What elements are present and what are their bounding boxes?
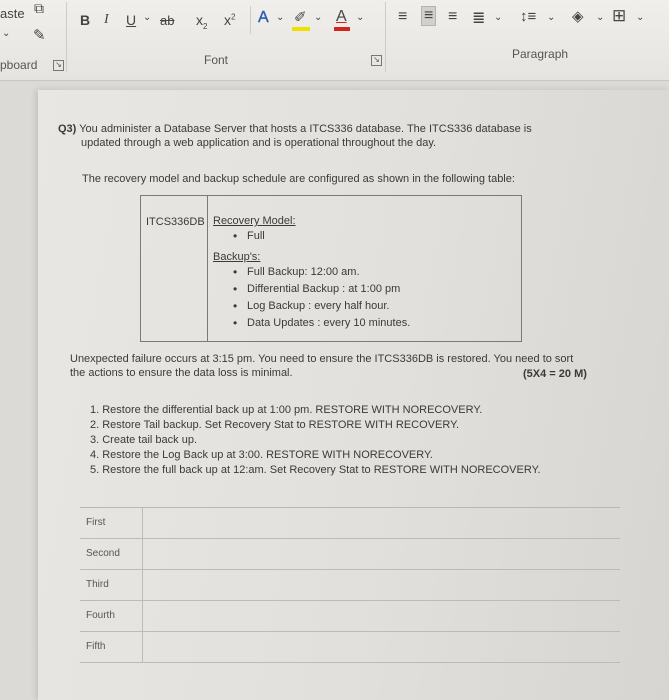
- underline-dropdown-icon[interactable]: ⌄: [143, 12, 152, 23]
- list-item: • Differential Backup : at 1:00 pm: [233, 282, 410, 299]
- paste-dropdown-icon[interactable]: ⌄: [2, 28, 11, 39]
- question-paragraph: [58, 122, 648, 150]
- highlight-color-bar: [292, 27, 310, 31]
- backups-heading: Backup's:: [213, 251, 261, 263]
- subscript-mark: 2: [203, 21, 208, 31]
- failure-line1: Unexpected failure occurs at 3:15 pm. You need to ensure the ITCS336DB is restored. You need to sort: [70, 353, 574, 365]
- clipboard-group-label: pboard: [0, 58, 38, 72]
- ribbon: [0, 0, 669, 81]
- superscript-glyph: x: [224, 12, 231, 28]
- paste-label[interactable]: aste: [0, 6, 25, 21]
- question-text-line1: You administer a Database Server that hosts a ITCS336 database. The ITCS336 database is: [79, 123, 532, 135]
- backup-list: [233, 265, 410, 333]
- justify-icon[interactable]: ≣: [472, 10, 486, 27]
- line-spacing-icon[interactable]: ↕≡: [520, 8, 537, 25]
- borders-dropdown-icon[interactable]: ⌄: [636, 12, 645, 23]
- list-item: 2. Restore Tail backup. Set Recovery Stat to RESTORE WITH RECOVERY.: [90, 419, 460, 431]
- superscript-mark: 2: [231, 12, 236, 22]
- list-item: 1. Restore the differential back up at 1:00 pm. RESTORE WITH NORECOVERY.: [90, 404, 483, 416]
- answer-row-fifth: [80, 632, 620, 663]
- format-painter-icon[interactable]: ✎: [33, 27, 46, 44]
- line-spacing-dropdown-icon[interactable]: ⌄: [547, 12, 556, 23]
- list-item: 4. Restore the Log Back up at 3:00. RESTORE WITH NORECOVERY.: [90, 449, 433, 461]
- answer-cell[interactable]: [142, 601, 621, 631]
- highlight-pen-icon[interactable]: ✐: [294, 9, 307, 26]
- font-color-dropdown-icon[interactable]: ⌄: [356, 12, 365, 23]
- italic-button[interactable]: I: [104, 12, 109, 27]
- ribbon-separator: [385, 2, 386, 72]
- superscript-button[interactable]: [224, 12, 235, 28]
- answer-cell[interactable]: [142, 508, 621, 538]
- font-color-bar: [334, 27, 350, 31]
- bold-button[interactable]: B: [80, 12, 91, 28]
- shading-icon[interactable]: ◈: [572, 8, 584, 25]
- answer-cell[interactable]: [142, 539, 621, 569]
- recovery-table: [140, 195, 522, 342]
- intro-line: The recovery model and backup schedule are configured as shown in the following table:: [82, 173, 515, 185]
- document-page[interactable]: [38, 90, 669, 700]
- list-item: 5. Restore the full back up at 12:am. Set Recovery Stat to RESTORE WITH NORECOVERY.: [90, 464, 541, 476]
- list-item: • Full Backup: 12:00 am.: [233, 265, 410, 282]
- clipboard-launcher-icon[interactable]: ↘: [53, 60, 64, 71]
- answer-table: [80, 507, 620, 663]
- align-left-icon[interactable]: ≡: [398, 8, 408, 25]
- shading-dropdown-icon[interactable]: ⌄: [596, 12, 605, 23]
- answer-label: Third: [86, 579, 109, 590]
- list-item: 3. Create tail back up.: [90, 434, 198, 446]
- answer-label: Fourth: [86, 610, 115, 621]
- marks-label: (5X4 = 20 M): [523, 368, 587, 380]
- answer-cell[interactable]: [142, 632, 621, 662]
- highlight-dropdown-icon[interactable]: ⌄: [314, 12, 323, 23]
- subscript-button[interactable]: [196, 12, 207, 31]
- list-item: • Log Backup : every half hour.: [233, 299, 410, 316]
- underline-button[interactable]: U: [126, 12, 137, 28]
- list-item: • Full: [233, 229, 265, 246]
- answer-row-first: [80, 508, 620, 539]
- font-group-label: Font: [204, 53, 229, 67]
- steps-list: [90, 403, 650, 478]
- font-color-button[interactable]: A: [336, 8, 347, 25]
- text-effects-dropdown-icon[interactable]: ⌄: [276, 12, 285, 23]
- answer-label: Fifth: [86, 641, 106, 652]
- answer-row-third: [80, 570, 620, 601]
- recovery-model-heading: Recovery Model:: [213, 215, 296, 227]
- recovery-model-list: [233, 229, 265, 246]
- justify-dropdown-icon[interactable]: ⌄: [494, 12, 503, 23]
- subscript-glyph: x: [196, 12, 203, 28]
- answer-row-fourth: [80, 601, 620, 632]
- align-right-icon[interactable]: ≡: [448, 8, 458, 25]
- answer-label: Second: [86, 548, 120, 559]
- align-center-icon[interactable]: ≡: [421, 6, 436, 26]
- text-effects-button[interactable]: A: [258, 9, 269, 26]
- paragraph-group-label: Paragraph: [512, 47, 569, 61]
- failure-line2: the actions to ensure the data loss is minimal.: [70, 367, 293, 379]
- table-db-name: ITCS336DB: [146, 216, 205, 228]
- strikethrough-button[interactable]: ab: [160, 13, 175, 28]
- list-item: • Data Updates : every 10 minutes.: [233, 316, 410, 333]
- table-divider: [207, 196, 208, 341]
- copy-icon[interactable]: ⧉: [34, 0, 44, 16]
- answer-row-second: [80, 539, 620, 570]
- question-number: Q3): [58, 123, 77, 135]
- borders-icon[interactable]: ⊞: [612, 6, 627, 25]
- font-inner-separator: [250, 6, 251, 34]
- answer-cell[interactable]: [142, 570, 621, 600]
- answer-label: First: [86, 517, 106, 528]
- ribbon-separator: [66, 2, 67, 72]
- question-text-line2: updated through a web application and is operational throughout the day.: [81, 137, 437, 149]
- font-launcher-icon[interactable]: ↘: [371, 55, 382, 66]
